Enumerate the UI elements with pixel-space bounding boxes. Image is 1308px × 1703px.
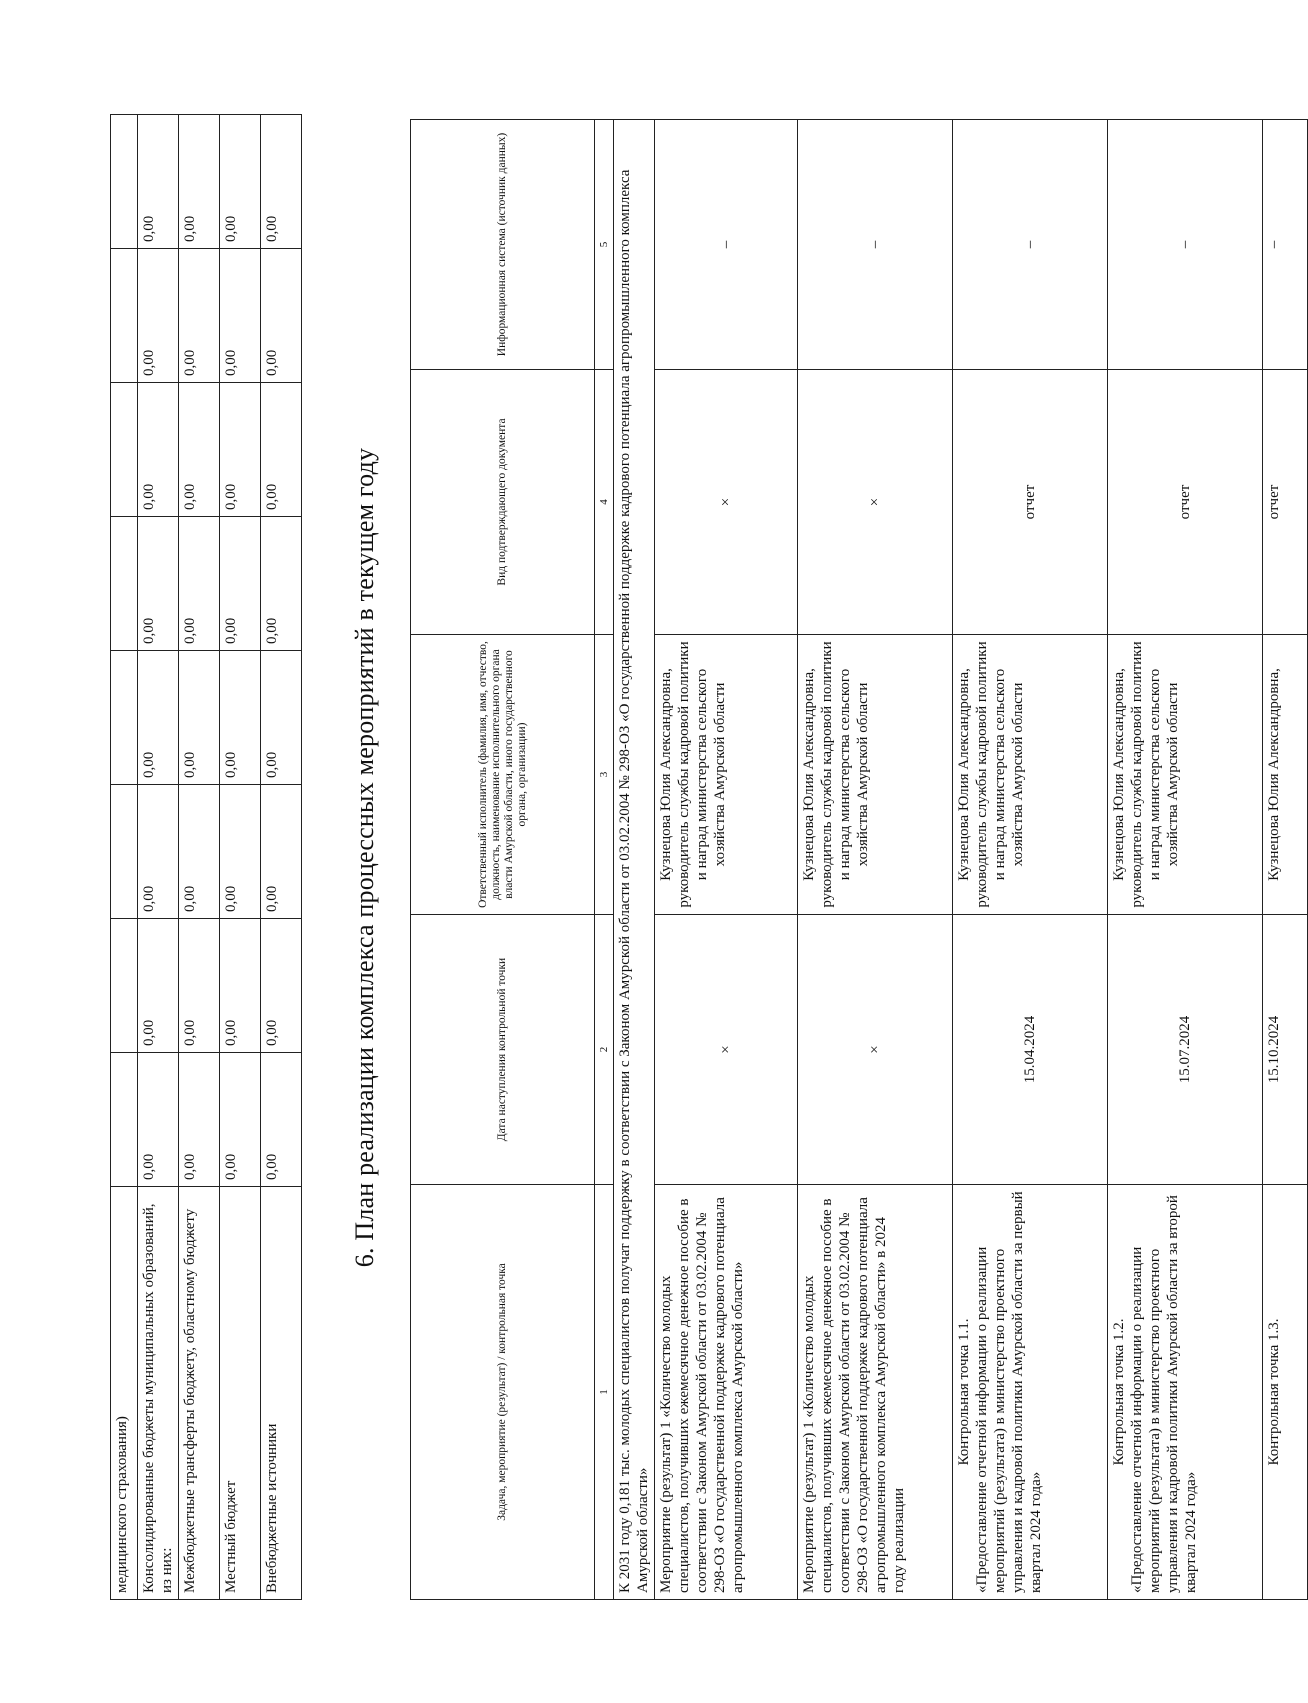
- responsible-cell: Кузнецова Юлия Александровна,: [1263, 635, 1308, 915]
- budget-value: [111, 785, 138, 919]
- task-row: [614, 120, 655, 1600]
- col-number: 2: [595, 915, 614, 1185]
- responsible-cell: Кузнецова Юлия Александровна, руководитель службы кадровой политики и наград министерства сельского хозяйства Амурской области: [1108, 635, 1263, 915]
- responsible-cell: Кузнецова Юлия Александровна, руководитель службы кадровой политики и наград министерства сельского хозяйства Амурской области: [655, 635, 798, 915]
- document-cell: ×: [655, 370, 798, 635]
- budget-value: 0,00: [138, 383, 179, 517]
- budget-value: 0,00: [179, 1053, 220, 1187]
- header-document: Вид подтверждающего документа: [411, 370, 595, 635]
- budget-value: 0,00: [220, 115, 261, 249]
- date-cell: 15.07.2024: [1108, 915, 1263, 1185]
- document-cell: ×: [798, 370, 953, 635]
- plan-row: [953, 120, 1108, 1600]
- system-cell: –: [798, 120, 953, 370]
- document-cell: отчет: [1108, 370, 1263, 635]
- section-title: 6. План реализации комплекса процессных мероприятий в текущем году: [350, 447, 379, 1268]
- col-number: 1: [595, 1185, 614, 1600]
- plan-table: [410, 119, 1308, 1600]
- budget-value: 0,00: [261, 517, 302, 651]
- activity-text: «Предоставление отчетной информации о реализации мероприятий (результата) в министерство проектного управления и кадровой политики Амурской области за первый квартал 2024 года»: [974, 1191, 1044, 1593]
- budget-value: 0,00: [138, 517, 179, 651]
- budget-value: 0,00: [138, 785, 179, 919]
- budget-value: 0,00: [220, 919, 261, 1053]
- budget-value: 0,00: [220, 785, 261, 919]
- budget-value: 0,00: [261, 919, 302, 1053]
- plan-row: [798, 120, 953, 1600]
- date-cell: ×: [798, 915, 953, 1185]
- budget-value: 0,00: [179, 651, 220, 785]
- budget-value: 0,00: [179, 115, 220, 249]
- control-point-title: Контрольная точка 1.2.: [1111, 1318, 1127, 1466]
- system-cell: –: [1263, 120, 1308, 370]
- budget-row: [220, 115, 261, 1600]
- budget-row: [179, 115, 220, 1600]
- budget-value: 0,00: [138, 651, 179, 785]
- control-point-title: Контрольная точка 1.3.: [1266, 1318, 1282, 1466]
- budget-value: 0,00: [220, 1053, 261, 1187]
- budget-value: 0,00: [138, 249, 179, 383]
- header-date: Дата наступления контрольной точки: [411, 915, 595, 1185]
- responsible-cell: Кузнецова Юлия Александровна, руководитель службы кадровой политики и наград министерства сельского хозяйства Амурской области: [798, 635, 953, 915]
- control-point-title: Контрольная точка 1.1.: [956, 1318, 972, 1466]
- date-cell: 15.04.2024: [953, 915, 1108, 1185]
- budget-value: 0,00: [179, 785, 220, 919]
- system-cell: –: [1108, 120, 1263, 370]
- date-cell: ×: [655, 915, 798, 1185]
- budget-row-label: Внебюджетные источники: [261, 1187, 302, 1600]
- budget-value: 0,00: [261, 785, 302, 919]
- budget-value: 0,00: [220, 651, 261, 785]
- system-cell: –: [953, 120, 1108, 370]
- activity-text: Мероприятие (результат) 1 «Количество молодых специалистов, получивших ежемесячное денежное пособие в соответствии с Законом Амурской области от 03.02.2004 № 298-ОЗ «О государственной поддержке кадрового потенциала агропромышленного комплекса Амурской области» в 2024 году реализации: [801, 1197, 907, 1593]
- budget-value: 0,00: [261, 383, 302, 517]
- budget-value: 0,00: [179, 517, 220, 651]
- header-system: Информационная система (источник данных): [411, 120, 595, 370]
- plan-number-row: [595, 120, 614, 1600]
- budget-row-label: Местный бюджет: [220, 1187, 261, 1600]
- header-responsible: Ответственный исполнитель (фамилия, имя, отчество, должность, наименование исполнительного органа власти Амурской области, иного государственного органа, организации): [411, 635, 595, 915]
- budget-value: 0,00: [261, 115, 302, 249]
- activity-cell: [1108, 1185, 1263, 1600]
- responsible-cell: Кузнецова Юлия Александровна, руководитель службы кадровой политики и наград министерства сельского хозяйства Амурской области: [953, 635, 1108, 915]
- activity-text: «Предоставление отчетной информации о реализации мероприятий (результата) в министерство проектного управления и кадровой политики Амурской области за второй квартал 2024 года»: [1129, 1195, 1199, 1593]
- budget-value: [111, 249, 138, 383]
- budget-value: 0,00: [179, 383, 220, 517]
- plan-row: [1263, 120, 1308, 1600]
- col-number: 5: [595, 120, 614, 370]
- activity-cell: [655, 1185, 798, 1600]
- budget-value: 0,00: [220, 249, 261, 383]
- activity-text: Мероприятие (результат) 1 «Количество молодых специалистов, получивших ежемесячное денежное пособие в соответствии с Законом Амурской области от 03.02.2004 № 298-ОЗ «О государственной поддержке кадрового потенциала агропромышленного комплекса Амурской области»: [658, 1197, 746, 1593]
- col-number: 4: [595, 370, 614, 635]
- budget-row-label: Консолидированные бюджеты муниципальных образований, из них:: [138, 1187, 179, 1600]
- budget-row-label: медицинского страхования): [111, 1187, 138, 1600]
- budget-value: 0,00: [261, 249, 302, 383]
- budget-value: [111, 1053, 138, 1187]
- document-cell: отчет: [1263, 370, 1308, 635]
- document-page: [110, 100, 1282, 1600]
- col-number: 3: [595, 635, 614, 915]
- budget-value: [111, 517, 138, 651]
- budget-value: 0,00: [138, 115, 179, 249]
- budget-table: [110, 114, 302, 1600]
- header-task: Задача, мероприятие (результат) / контрольная точка: [411, 1185, 595, 1600]
- budget-value: [111, 919, 138, 1053]
- system-cell: –: [655, 120, 798, 370]
- budget-value: [111, 651, 138, 785]
- budget-value: 0,00: [138, 919, 179, 1053]
- budget-value: 0,00: [261, 1053, 302, 1187]
- task-text: К 2031 году 0,181 тыс. молодых специалистов получат поддержку в соответствии с Законом Амурской области от 03.02.2004 № 298-ОЗ «О государственной поддержке кадрового потенциала агропромышленного комплекса Амурской области»: [614, 120, 655, 1600]
- budget-value: 0,00: [220, 517, 261, 651]
- budget-value: [111, 383, 138, 517]
- budget-row: [111, 115, 138, 1600]
- plan-header-row: [411, 120, 595, 1600]
- budget-value: 0,00: [220, 383, 261, 517]
- budget-value: 0,00: [261, 651, 302, 785]
- date-cell: 15.10.2024: [1263, 915, 1308, 1185]
- plan-row: [1108, 120, 1263, 1600]
- budget-row-label: Межбюджетные трансферты бюджету, областному бюджету: [179, 1187, 220, 1600]
- budget-value: [111, 115, 138, 249]
- budget-row: [261, 115, 302, 1600]
- budget-value: 0,00: [179, 919, 220, 1053]
- budget-value: 0,00: [179, 249, 220, 383]
- activity-cell: [953, 1185, 1108, 1600]
- budget-value: 0,00: [138, 1053, 179, 1187]
- document-cell: отчет: [953, 370, 1108, 635]
- activity-cell: [798, 1185, 953, 1600]
- budget-row: [138, 115, 179, 1600]
- plan-row: [655, 120, 798, 1600]
- activity-cell: [1263, 1185, 1308, 1600]
